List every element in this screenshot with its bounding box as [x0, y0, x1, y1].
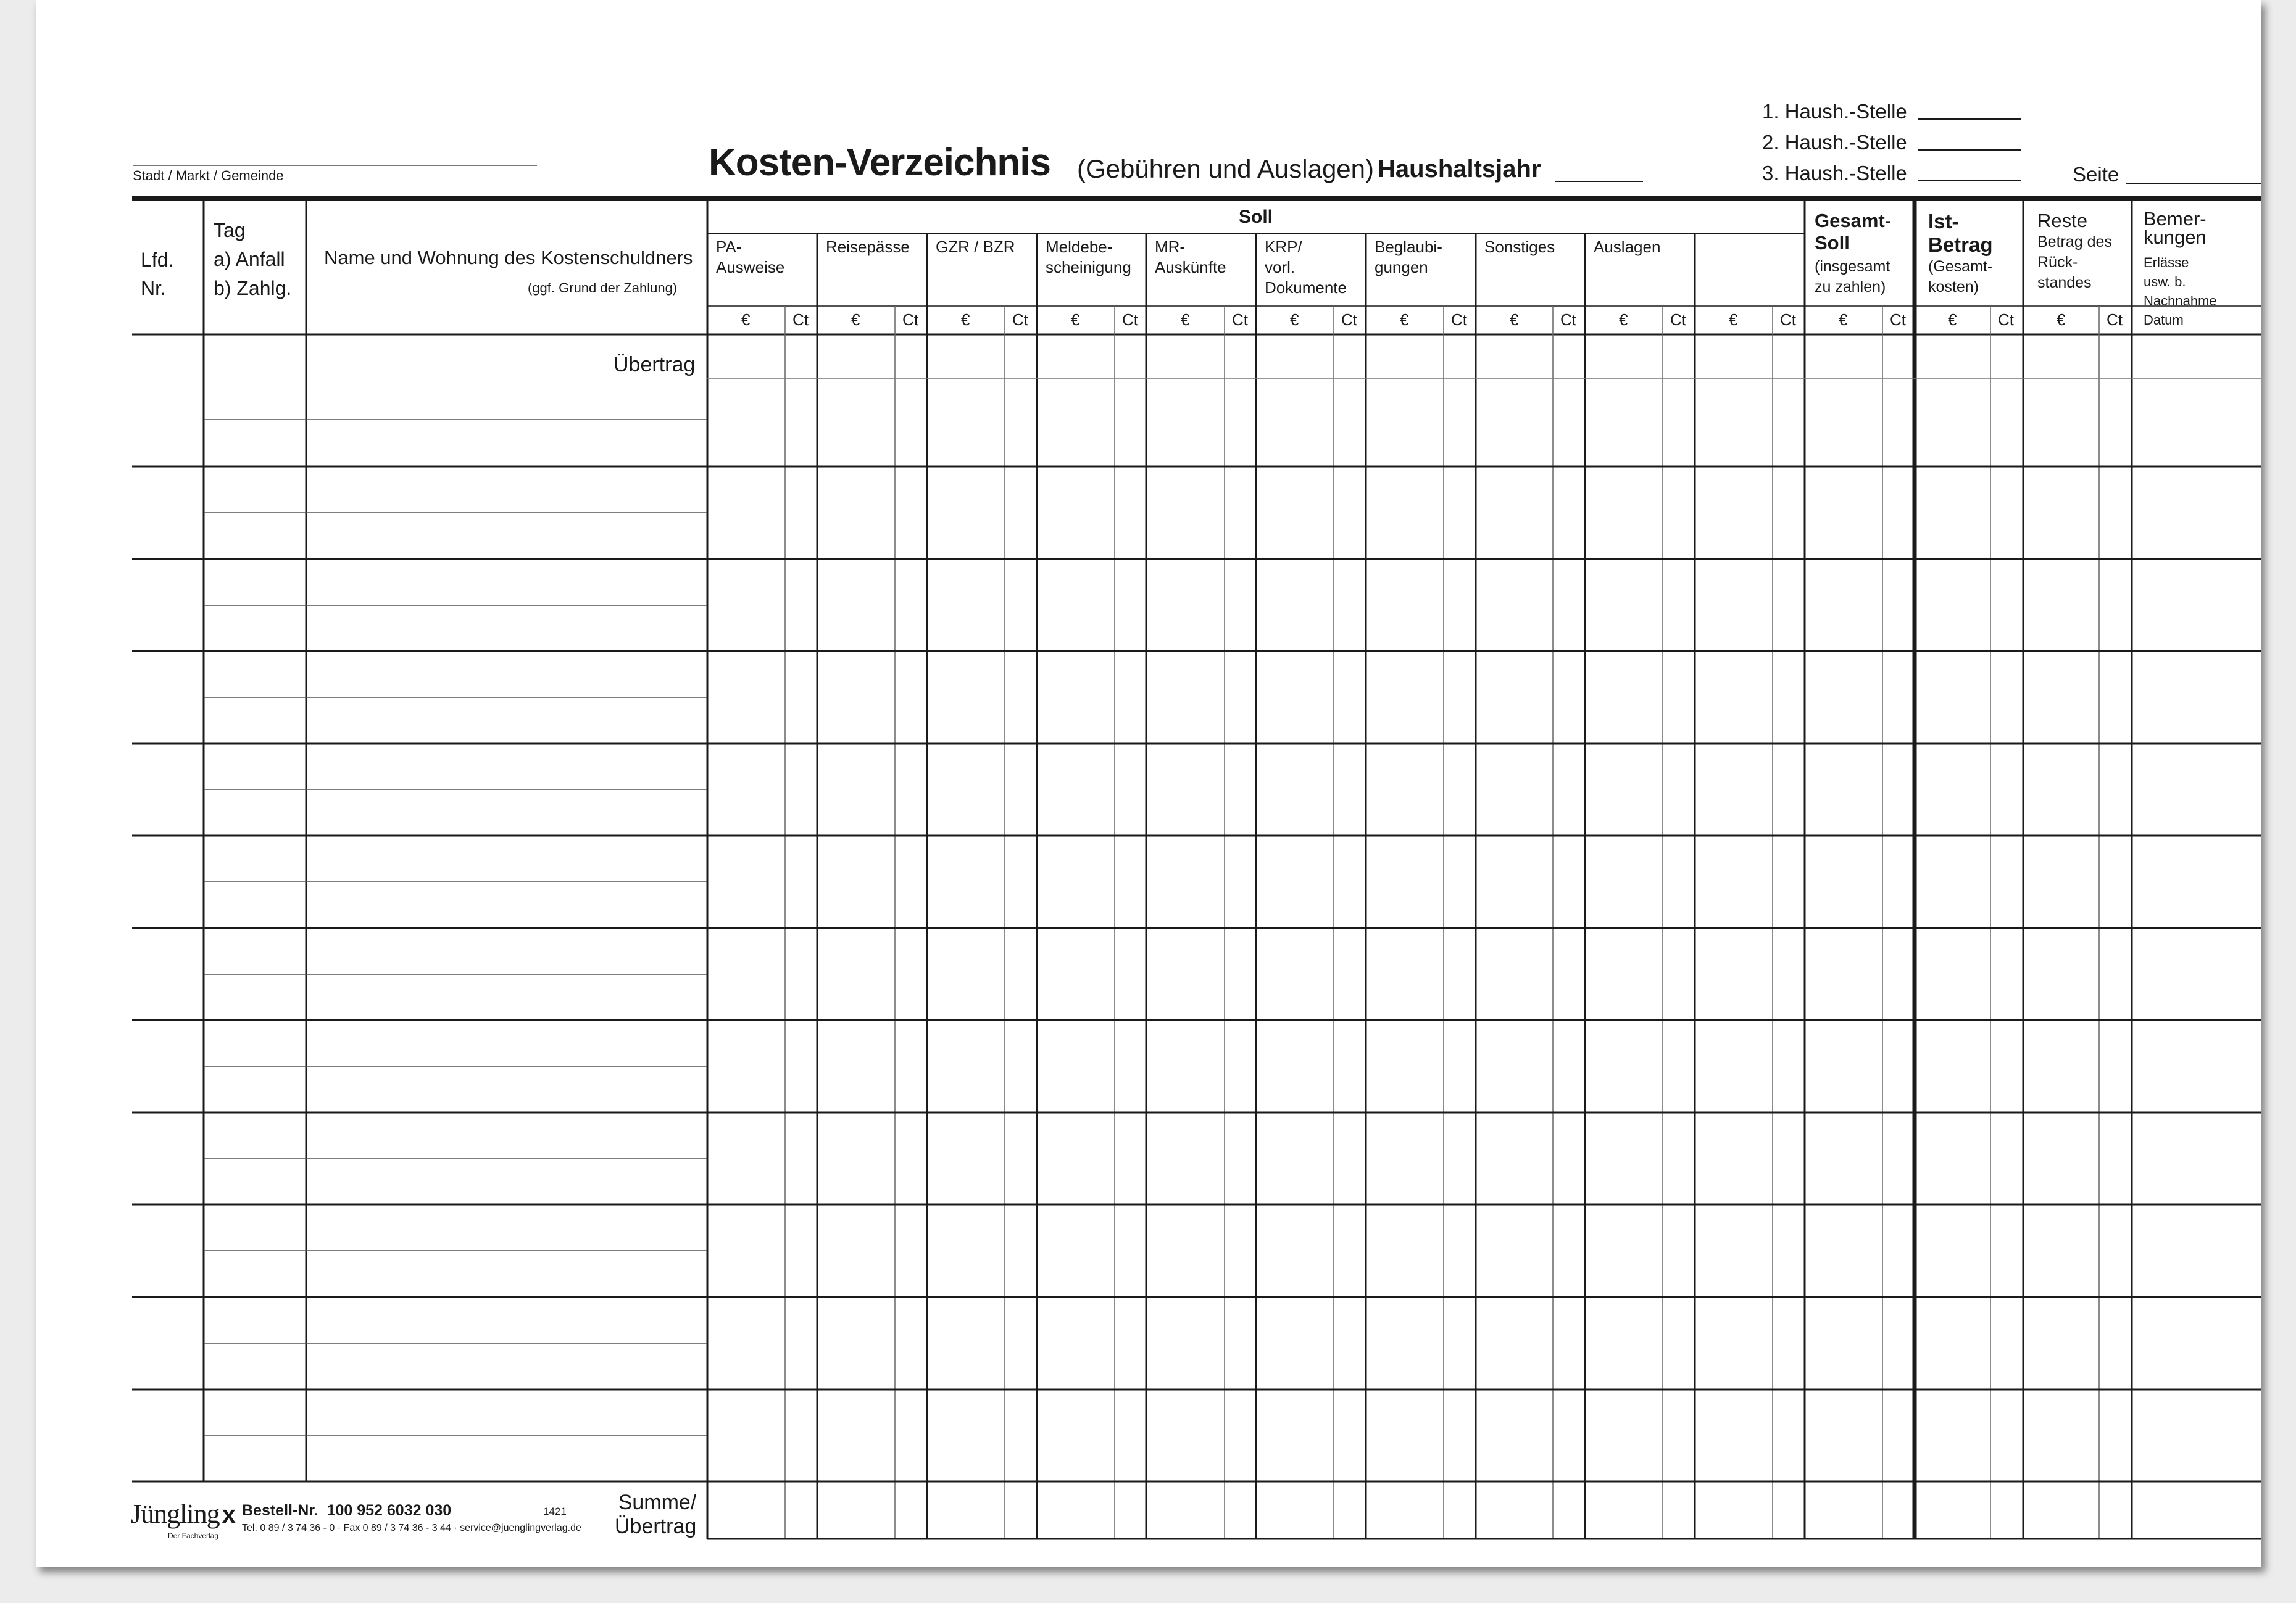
col-ist-betrag: Ist- Betrag — [1928, 210, 1993, 256]
euro-label: € — [1619, 310, 1628, 329]
order-number: Bestell-Nr. 100 952 6032 030 — [242, 1502, 452, 1519]
budget-line-1-field[interactable] — [1918, 118, 2021, 120]
cent-label: Ct — [1232, 310, 1248, 329]
col-gesamt-soll: Gesamt- Soll — [1815, 210, 1892, 254]
budget-line-1-label: 1. Haush.-Stelle — [1762, 100, 1907, 123]
soll-col-8: Auslagen — [1594, 238, 1661, 256]
col-name: Name und Wohnung des Kostenschuldners — [324, 247, 693, 268]
publisher-x-icon: x — [222, 1501, 235, 1528]
cent-label: Ct — [1560, 310, 1576, 329]
location-line — [133, 165, 537, 166]
euro-label: € — [1729, 310, 1738, 329]
soll-col-1: Reisepässe — [826, 238, 910, 256]
page-field[interactable] — [2126, 183, 2261, 184]
soll-col-5: KRP/ vorl. Dokumente — [1265, 238, 1347, 297]
carry-over-label: Übertrag — [614, 353, 696, 376]
cent-label: Ct — [1998, 310, 2014, 329]
budget-line-2-field[interactable] — [1918, 149, 2021, 151]
euro-label: € — [961, 310, 970, 329]
location-label: Stadt / Markt / Gemeinde — [133, 168, 284, 183]
euro-label: € — [1510, 310, 1519, 329]
euro-label: € — [741, 310, 751, 329]
cent-label: Ct — [902, 310, 918, 329]
budget-line-2-label: 2. Haush.-Stelle — [1762, 131, 1907, 154]
col-bemerkungen: Bemer- kungen — [2144, 208, 2207, 248]
euro-label: € — [1181, 310, 1190, 329]
col-lfd-nr: Lfd. Nr. — [141, 249, 174, 299]
cent-label: Ct — [1122, 310, 1138, 329]
publisher-contact: Tel. 0 89 / 3 74 36 - 0 · Fax 0 89 / 3 74 36 - 3 44 · service@juenglingverlag.de — [242, 1523, 581, 1533]
euro-label: € — [1948, 310, 1957, 329]
cent-label: Ct — [1451, 310, 1467, 329]
cent-label: Ct — [1890, 310, 1906, 329]
euro-label: € — [1071, 310, 1080, 329]
sum-carry-label: Summe/ Übertrag — [615, 1491, 697, 1538]
euro-label: € — [1400, 310, 1409, 329]
col-ist-note: (Gesamt- kosten) — [1928, 258, 1993, 296]
cent-label: Ct — [1670, 310, 1686, 329]
budget-line-3-label: 3. Haush.-Stelle — [1762, 162, 1907, 184]
euro-label: € — [1839, 310, 1848, 329]
euro-label: € — [2057, 310, 2066, 329]
cent-label: Ct — [792, 310, 809, 329]
soll-col-3: Meldebe- scheinigung — [1046, 238, 1131, 276]
soll-col-6: Beglaubi- gungen — [1375, 238, 1442, 276]
soll-col-2: GZR / BZR — [936, 238, 1015, 256]
cent-label: Ct — [1780, 310, 1796, 329]
year-label: Haushaltsjahr — [1378, 155, 1541, 183]
soll-group-label: Soll — [1239, 207, 1273, 227]
col-tag: Tag a) Anfall b) Zahlg. — [214, 219, 292, 299]
soll-col-0: PA- Ausweise — [716, 238, 785, 276]
publisher-logo: Jüngling x — [131, 1499, 235, 1529]
euro-label: € — [1290, 310, 1299, 329]
col-bemerkungen-note: Erlässe usw. b. Nachnahme Datum — [2144, 255, 2217, 328]
form-title: Kosten-Verzeichnis — [709, 141, 1050, 184]
col-reste: Reste Betrag des Rück- standes — [2037, 210, 2112, 291]
cent-label: Ct — [1012, 310, 1028, 329]
cent-label: Ct — [2107, 310, 2123, 329]
cent-label: Ct — [1341, 310, 1357, 329]
euro-label: € — [851, 310, 860, 329]
form-subtitle: (Gebühren und Auslagen) — [1077, 154, 1375, 183]
form-code: 1421 — [543, 1506, 567, 1517]
publisher-tagline: Der Fachverlag — [168, 1531, 219, 1540]
col-name-note: (ggf. Grund der Zahlung) — [528, 280, 678, 296]
soll-col-4: MR- Auskünfte — [1155, 238, 1226, 276]
year-field[interactable] — [1555, 181, 1643, 182]
col-gesamt-note: (insgesamt zu zahlen) — [1815, 258, 1890, 296]
budget-line-3-field[interactable] — [1918, 180, 2021, 181]
page-label: Seite — [2073, 163, 2119, 186]
soll-col-7: Sonstiges — [1484, 238, 1555, 256]
